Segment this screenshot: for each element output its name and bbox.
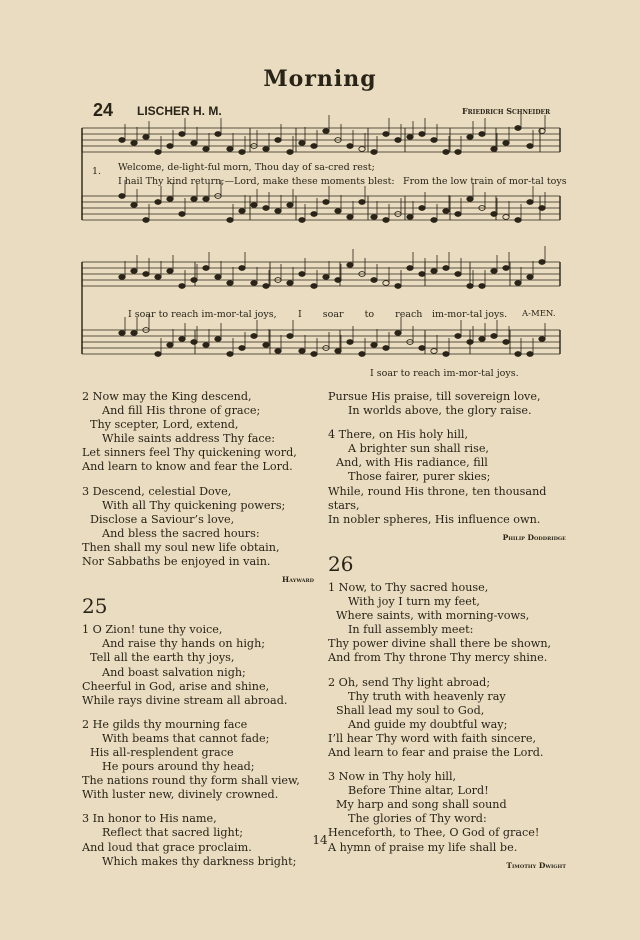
note-head [335,209,341,214]
note-head [275,209,281,214]
note-head [167,343,173,348]
verse-line: With beams that cannot fade; [102,731,270,745]
verse-line: Those fairer, purer skies; [348,470,491,484]
note-head [323,200,329,205]
note-head [167,269,173,274]
verse-line: 2 He gilds thy mourning face [82,717,248,731]
note-head [287,203,293,208]
note-head [503,215,509,220]
stanza [328,581,566,666]
lyric-line: Welcome, de-light-ful morn, Thou day of sa-cred rest; [118,162,375,173]
note-head [419,272,425,277]
note-head [491,334,497,339]
verse-line: 2 Oh, send Thy light abroad; [328,675,491,689]
note-head [179,284,185,289]
verse-line: Let sinners feel Thy quickening word, [82,446,297,460]
note-head [455,272,461,277]
note-head [335,278,341,283]
verse-line: Tell all the earth thy joys, [90,651,235,665]
note-head [215,337,221,342]
note-head [299,272,305,277]
note-head [203,266,209,271]
note-head [539,260,545,265]
note-head [155,200,161,205]
note-head [263,284,269,289]
note-head [131,203,137,208]
note-head [167,197,173,202]
note-head [275,349,281,354]
note-head [419,132,425,137]
note-head [431,138,437,143]
hymn-number-24: 24 [93,100,114,120]
note-head [479,284,485,289]
note-head [143,218,149,223]
verse-line: Disclose a Saviour’s love, [90,512,235,526]
note-head [395,284,401,289]
note-head [155,150,161,155]
note-head [407,266,413,271]
note-head [119,331,125,336]
note-head [191,197,197,202]
note-head [539,206,545,211]
verse-line: Where saints, with morning-vows, [336,609,530,623]
verse-line: And learn to know and fear the Lord. [82,460,293,474]
note-head [203,197,209,202]
verse-line: 3 Now in Thy holy hill, [328,770,457,784]
note-head [443,266,449,271]
stanza [82,390,314,475]
note-head [311,144,317,149]
note-head [407,215,413,220]
note-head [179,212,185,217]
note-head [203,343,209,348]
lyric-verse-number: 1. [92,166,102,177]
note-head [467,135,473,140]
stanza [82,623,314,708]
note-head [251,334,257,339]
note-head [515,281,521,286]
note-head [527,144,533,149]
note-head [443,209,449,214]
note-head [239,150,245,155]
verse-line: Reflect that sacred light; [102,826,244,840]
verse-line: Then shall my soul new life obtain, [82,540,280,554]
note-head [287,281,293,286]
hymn-number: 25 [82,594,108,619]
verse-line: In worlds above, the glory raise. [348,404,532,418]
note-head [239,209,245,214]
verse-line: While saints address Thy face: [102,432,276,446]
note-head [179,132,185,137]
verse-line: 4 There, on His holy hill, [328,428,469,442]
verse-line: And guide my doubtful way; [348,717,508,731]
note-head [335,349,341,354]
page-title: Morning [263,66,377,92]
verse-line: Henceforth, to Thee, O God of grace! [328,826,540,840]
hymn-author: Hayward [282,575,314,585]
lyric-line: I soar to reach im-mor-tal joys. [370,368,519,379]
verse-line: Cheerful in God, arise and shine, [82,679,270,693]
stanza [328,428,566,527]
note-head [347,144,353,149]
stanza [328,390,566,418]
note-head [479,337,485,342]
note-head [371,278,377,283]
note-head [443,150,449,155]
note-head [383,132,389,137]
hymn-author: Timothy Dwight [506,860,566,870]
note-head [311,352,317,357]
lyric-amen: A-MEN. [522,309,556,319]
note-head [215,132,221,137]
note-head [419,206,425,211]
verse-line: Pursue His praise, till sovereign love, [328,390,541,403]
note-head [191,340,197,345]
note-head [359,147,365,152]
note-head [515,218,521,223]
note-head [131,141,137,146]
note-head [371,150,377,155]
hymn-author: Philip Doddridge [502,532,566,542]
note-head [263,147,269,152]
note-head [167,144,173,149]
note-head [371,215,377,220]
note-head [455,150,461,155]
verse-line: In nobler spheres, His influence own. [328,512,541,526]
note-head [311,212,317,217]
verse-line: With all Thy quickening powers; [102,498,286,512]
note-head [227,352,233,357]
lyric-line: From the low train of mor-tal toys [403,176,567,187]
note-head [491,269,497,274]
verse-line: And bless the sacred hours: [102,526,260,540]
note-head [347,340,353,345]
note-head [299,349,305,354]
page-number: 14 [312,833,328,847]
stanza [82,485,314,570]
note-head [263,343,269,348]
verse-line: 1 O Zion! tune thy voice, [82,623,223,637]
right-text-column [328,390,566,881]
verse-line: And loud that grace proclaim. [82,840,252,854]
note-head [347,215,353,220]
note-head [143,272,149,277]
note-head [395,138,401,143]
note-head [119,275,125,280]
verse-line: In full assembly meet: [348,623,474,637]
verse-line: My harp and song shall sound [336,798,507,812]
note-head [455,334,461,339]
note-head [251,203,257,208]
note-head [227,147,233,152]
note-head [227,218,233,223]
note-head [539,337,545,342]
note-head [311,284,317,289]
note-head [299,218,305,223]
verse-line: While, round His throne, ten thousand [328,484,547,498]
verse-line: And raise thy hands on high; [102,637,266,651]
verse-line: While rays divine stream all abroad. [82,693,288,707]
lyric-line: I soar to reach im-mor-tal joys, [128,309,277,320]
note-head [191,278,197,283]
note-head [467,340,473,345]
note-head [287,150,293,155]
note-head [143,135,149,140]
verse-line: And from Thy throne Thy mercy shine. [328,651,548,665]
note-head [263,206,269,211]
note-head [419,346,425,351]
stanza [82,718,314,803]
stanza [328,676,566,761]
note-head [395,331,401,336]
verse-line: I’ll hear Thy word with faith sincere, [328,731,537,745]
verse-line: He pours around thy head; [102,760,255,774]
note-head [527,200,533,205]
note-head [407,135,413,140]
verse-line: 2 Now may the King descend, [82,390,252,403]
note-head [431,218,437,223]
note-head [515,126,521,131]
verse-line: Nor Sabbaths be enjoyed in vain. [82,555,271,569]
verse-line: Before Thine altar, Lord! [348,784,489,798]
note-head [251,281,257,286]
verse-line: The nations round thy form shall view, [82,774,300,788]
note-head [275,138,281,143]
note-head [239,346,245,351]
verse-line: Thy power divine shall there be shown, [328,637,552,651]
tune-name: LISCHER H. M. [137,104,222,118]
verse-line: And fill His throne of grace; [102,404,261,418]
note-head [359,352,365,357]
verse-line: Shall lead my soul to God, [336,703,485,717]
note-head [239,266,245,271]
note-head [347,263,353,268]
note-head [383,218,389,223]
note-head [323,275,329,280]
verse-line: With joy I turn my feet, [348,595,480,609]
note-head [503,266,509,271]
verse-line: And boast salvation nigh; [102,665,246,679]
lyric-line: I soar to reach [298,309,423,320]
note-head [179,337,185,342]
verse-line: With luster new, divinely crowned. [82,788,279,802]
note-head [503,141,509,146]
note-head [467,284,473,289]
note-head [287,334,293,339]
note-head [491,212,497,217]
verse-line: Thy scepter, Lord, extend, [90,418,239,432]
note-head [431,349,437,354]
note-head [467,197,473,202]
verse-line: 1 Now, to Thy sacred house, [328,580,489,594]
note-head [383,346,389,351]
verse-line: His all-resplendent grace [90,745,234,759]
note-head [383,281,389,286]
note-head [155,275,161,280]
note-head [155,352,161,357]
note-head [371,343,377,348]
verse-line: A brighter sun shall rise, [348,442,489,456]
verse-line: A hymn of praise my life shall be. [328,840,518,854]
note-head [323,129,329,134]
note-head [491,147,497,152]
note-head [479,132,485,137]
note-head [359,200,365,205]
left-text-column [82,390,314,879]
lyric-line: I hail Thy kind return;—Lord, make these moments blest: [118,176,395,187]
hymn-number: 26 [328,551,354,576]
note-head [455,212,461,217]
note-head [131,269,137,274]
note-head [215,275,221,280]
note-head [503,340,509,345]
verse-line: And learn to fear and praise the Lord. [328,745,544,759]
verse-line: 3 In honor to His name, [82,812,217,826]
note-head [443,352,449,357]
lyric-line: im-mor-tal joys. [432,309,508,320]
note-head [203,147,209,152]
verse-line: The glories of Thy word: [348,812,487,826]
note-head [119,138,125,143]
note-head [431,269,437,274]
verse-line: Thy truth with heavenly ray [348,689,506,703]
note-head [119,194,125,199]
verse-line: 3 Descend, celestial Dove, [82,484,232,498]
sheet-music [0,0,640,390]
note-head [227,281,233,286]
verse-line: stars, [328,498,360,512]
note-head [299,141,305,146]
verse-line: And, with His radiance, fill [336,456,488,470]
composer-name: Friedrich Schneider [462,106,551,116]
note-head [515,352,521,357]
note-head [527,275,533,280]
note-head [131,331,137,336]
note-head [527,352,533,357]
verse-line: Which makes thy darkness bright; [102,854,297,868]
note-head [191,141,197,146]
